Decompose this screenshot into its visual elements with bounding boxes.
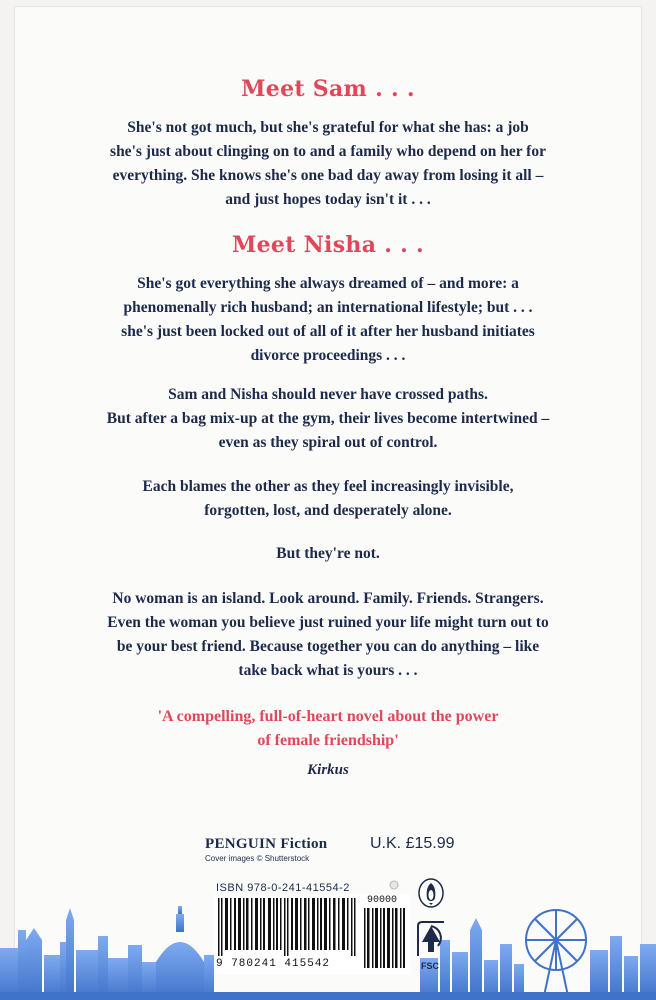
cover-credit: Cover images © Shutterstock — [205, 854, 310, 863]
barcode-addon-number: 90000 — [367, 895, 398, 906]
blame-paragraph — [0, 475, 656, 523]
barcode-number: 9 780241 415542 — [216, 958, 331, 970]
imprint-block — [205, 836, 327, 863]
sam-paragraph — [0, 116, 656, 212]
sam-line: and just hopes today isn't it . . . — [225, 191, 431, 208]
heading-meet-sam: Meet Sam . . . — [241, 76, 415, 102]
not-line: But they're not. — [276, 545, 380, 562]
island-paragraph — [0, 587, 656, 683]
barcode-icon — [218, 898, 358, 956]
nisha-paragraph — [0, 272, 656, 368]
island-line: be your best friend. Because together you can do anything – like — [116, 638, 540, 655]
isbn-label: ISBN 978-0-241-41554-2 — [216, 882, 350, 894]
paths-line: But after a bag mix-up at the gym, their lives become intertwined – — [106, 410, 550, 427]
paths-line: even as they spiral out of control. — [218, 434, 438, 451]
heading-meet-nisha: Meet Nisha . . . — [231, 232, 425, 258]
not-paragraph — [0, 542, 656, 566]
island-line: No woman is an island. Look around. Family. Friends. Strangers. — [112, 590, 544, 607]
review-quote — [0, 705, 656, 753]
nisha-line: divorce proceedings . . . — [250, 347, 406, 364]
sam-line: She's not got much, but she's grateful for what she has: a job — [127, 119, 529, 136]
nisha-line: She's got everything she always dreamed of – and more: a — [137, 275, 519, 292]
paths-line: Sam and Nisha should never have crossed paths. — [168, 386, 488, 403]
penguin-logo-icon — [418, 878, 444, 908]
price-label: U.K. £15.99 — [370, 835, 455, 852]
sam-line: everything. She knows she's one bad day away from losing it all – — [112, 167, 544, 184]
island-line: Even the woman you believe just ruined your life might turn out to — [107, 614, 549, 631]
blame-line: forgotten, lost, and desperately alone. — [204, 502, 452, 519]
nisha-line: she's just been locked out of all of it after her husband initiates — [121, 323, 535, 340]
paths-paragraph — [0, 383, 656, 455]
publisher-label: PENGUIN Fiction — [205, 836, 328, 852]
fsc-tree-logo-icon — [414, 918, 448, 960]
island-line: take back what is yours . . . — [238, 662, 418, 679]
barcode-addon-icon — [364, 908, 406, 968]
quote-line: of female friendship' — [257, 732, 399, 749]
fsc-label: FSC — [421, 961, 439, 971]
quote-source: Kirkus — [307, 762, 349, 778]
blame-line: Each blames the other as they feel increasingly invisible, — [142, 478, 514, 495]
sam-line: she's just about clinging on to and a family who depend on her for — [110, 143, 546, 160]
registration-mark-icon — [389, 880, 399, 890]
quote-line: 'A compelling, full-of-heart novel about the power — [157, 708, 499, 725]
nisha-line: phenomenally rich husband; an international lifestyle; but . . . — [123, 299, 533, 316]
